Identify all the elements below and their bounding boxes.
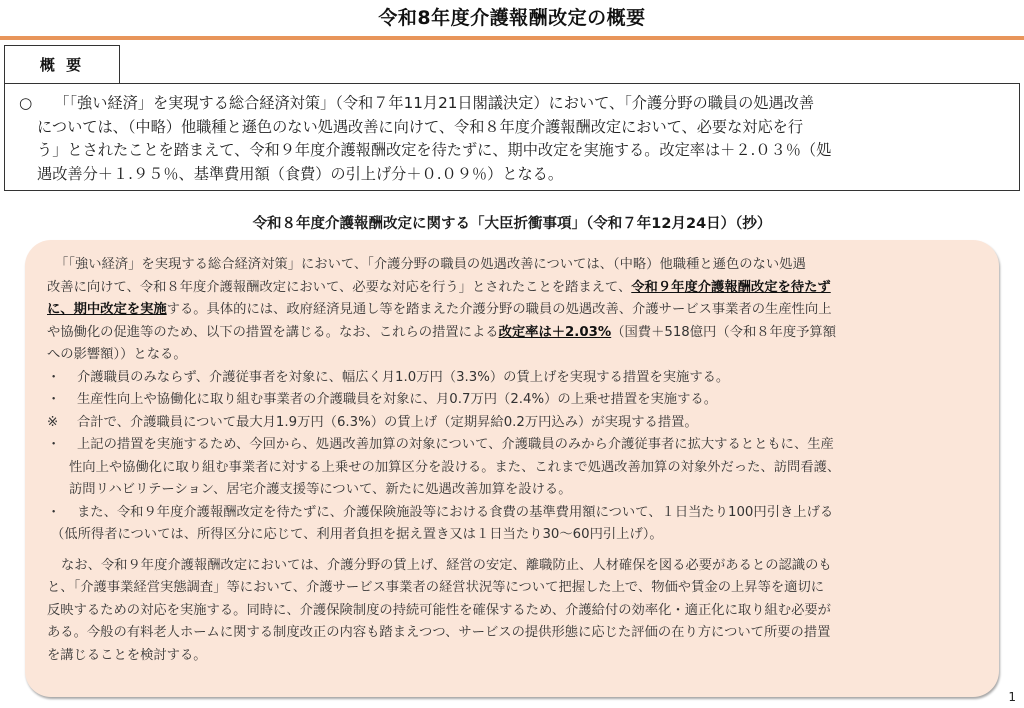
closing-line: を講じることを検討する。 <box>47 647 207 663</box>
bullet-dot-icon: ・ <box>47 504 61 520</box>
ministers-agreement-box <box>25 240 999 697</box>
measure-item: ・ 生産性向上や協働化に取り組む事業者の介護職員を対象に、月0.7万円（2.4%）の上乗せ措置を実施する。 <box>47 389 981 412</box>
summary-line: う」とされたことを踏まえて、令和９年度介護報酬改定を待たずに、期中改定を実施する。改定率は＋２.０３％（処 <box>37 141 832 159</box>
intro-line: 「「強い経済」を実現する総合経済対策」において、「介護分野の職員の処遇改善については、（中略）他職種と遜色のない処遇 <box>55 257 806 272</box>
measure-item-cont: 訪問リハビリテーション、居宅介護支援等について、新たに処遇改善加算を設ける。 <box>69 482 572 497</box>
intro-line: や協働化の促進等のため、以下の措置を講じる。なお、これらの措置による改定率は＋2.03%（国費＋518億円（令和８年度予算額 <box>47 324 837 340</box>
emphasis-text: 令和９年度介護報酬改定を待たず <box>631 279 831 295</box>
closing-line: と、「介護事業経営実態調査」等において、介護サービス事業者の経営状況等について把握した上で、物価や賃金の上昇等を適切に <box>47 580 825 595</box>
spacer <box>47 547 981 555</box>
closing-line: ある。今般の有料老人ホームに関する制度改正の内容も踏まえつつ、サービスの提供形態に応じた評価の在り方について所要の措置 <box>47 625 831 640</box>
summary-line: については、（中略）他職種と遜色のない処遇改善に向けて、令和８年度介護報酬改定において、必要な対応を行 <box>37 117 804 136</box>
measure-item: ・ 介護職員のみならず、介護従事者を対象に、幅広く月1.0万円（3.3%）の賃上げを実現する措置を実施する。 <box>47 367 981 390</box>
measure-item-cont: 性向上や協働化に取り組む事業者に対する上乗せの加算区分を設ける。また、これまで処遇改善加算の対象外だった、訪問看護、 <box>69 459 841 475</box>
note-mark-icon: ※ <box>47 414 59 430</box>
summary-text <box>19 92 1003 186</box>
revision-rate-emphasis: 改定率は＋2.03% <box>498 324 612 340</box>
closing-line: なお、令和９年度介護報酬改定においては、介護分野の賃上げ、経営の安定、離職防止、人材確保を図る必要があるとの認識のも <box>61 557 832 573</box>
emphasis-text: に、期中改定を実施 <box>47 302 167 317</box>
intro-line: に、期中改定を実施する。具体的には、政府経済見通し等を踏まえた介護分野の職員の処遇改善、介護サービス事業者の生産性向上 <box>47 302 832 317</box>
bullet-dot-icon: ・ <box>47 392 61 407</box>
page-title: 令和8年度介護報酬改定の概要 <box>378 7 646 29</box>
measure-note: ※ 合計で、介護職員について最大月1.9万円（6.3%）の賃上げ（定期昇給0.2万円込み）が実現する措置。 <box>47 412 981 435</box>
summary-box <box>4 83 1020 191</box>
ministers-agreement-heading: 令和８年度介護報酬改定に関する「大臣折衝事項」（令和７年12月24日）（抄） <box>252 216 772 232</box>
intro-line: への影響額））となる。 <box>47 347 187 362</box>
summary-tab-label: 概 要 <box>4 45 120 83</box>
measure-item-cont: （低所得者については、所得区分に応じて、利用者負担を据え置き又は１日当たり30～60円引上げ）。 <box>51 527 663 542</box>
circle-bullet-icon: ○ <box>19 94 33 112</box>
bullet-dot-icon: ・ <box>47 369 61 385</box>
summary-line: ○ 「「強い経済」を実現する総合経済対策」（令和７年11月21日閣議決定）において、「介護分野の職員の処遇改善 <box>19 94 815 112</box>
page-number: 1 <box>1008 690 1016 704</box>
title-divider <box>0 36 1024 40</box>
bullet-dot-icon: ・ <box>47 437 61 452</box>
summary-line: 遇改善分＋１.９５％、基準費用額（食費）の引上げ分＋０.０９％）となる。 <box>37 164 564 183</box>
closing-line: 反映するための対応を実施する。同時に、介護保険制度の持続可能性を確保するため、介護給付の効率化・適正化に取り組む必要が <box>47 602 831 618</box>
measure-item: ・ 上記の措置を実施するため、今回から、処遇改善加算の対象について、介護職員のみから介護従事者に拡大するとともに、生産 <box>47 434 981 457</box>
measure-item: ・ また、令和９年度介護報酬改定を待たずに、介護保険施設等における食費の基準費用額について、１日当たり100円引き上げる <box>47 502 981 525</box>
intro-line: 改善に向けて、令和８年度介護報酬改定において、必要な対応を行う」とされたことを踏まえて、令和９年度介護報酬改定を待たず <box>47 279 831 295</box>
